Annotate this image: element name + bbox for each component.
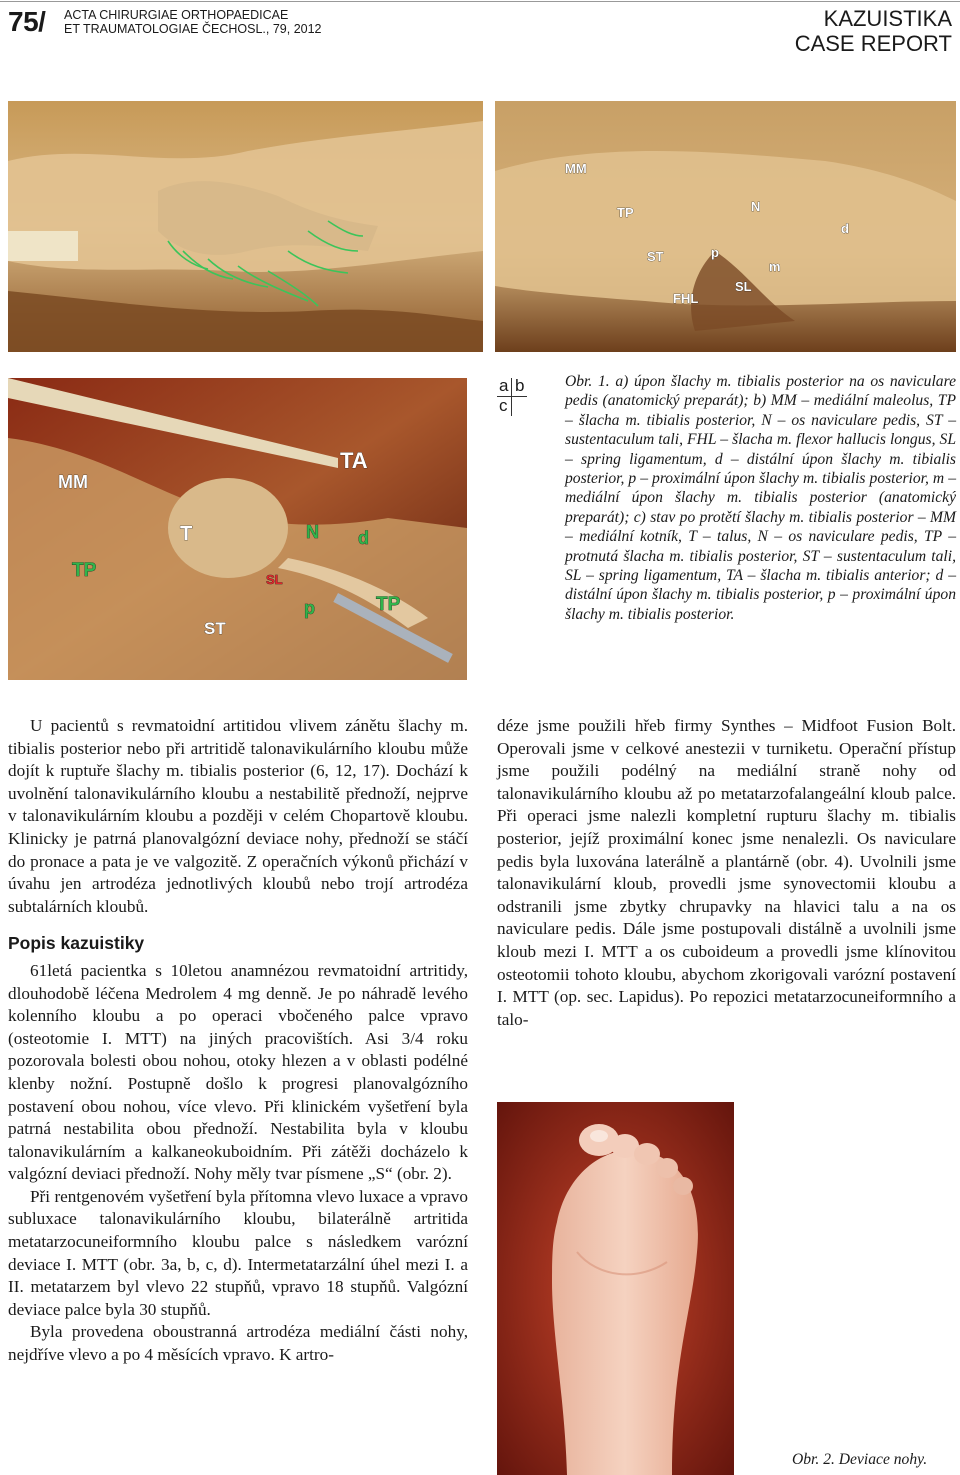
fig1b-label-m: m [769,259,781,274]
fig1b-label-n: N [751,199,761,214]
section-title-line-1: KAZUISTIKA [823,6,952,31]
fig1c-label-ta: TA [340,448,368,473]
journal-title-line-1: ACTA CHIRURGIAE ORTHOPAEDICAE [64,8,289,22]
paragraph: Byla provedena oboustranná artrodéza mediální části nohy, nejdříve vlevo a po 4 měsících vpravo. K artro- [8,1322,468,1365]
figure-1c-photo [8,378,467,680]
fig1b-label-sl: SL [735,279,752,294]
figure-1a-photo [8,101,483,352]
figure-2-caption: Obr. 2. Deviace nohy. [792,1451,928,1468]
fig1c-label-mm: MM [58,472,88,492]
fig1b-label-mm: MM [565,161,587,176]
body-column-right [497,715,956,1031]
fig1c-label-d: d [358,528,369,548]
top-rule [0,1,960,2]
fig1b-label-fhl: FHL [673,291,699,306]
paragraph: Při rentgenovém vyšetření byla přítomna vlevo luxace a vpravo subluxace talonavikulárního kloubu, bilaterálně artritida metatarzocuneiformního kloubu palce s následkem varózní deviace I. MTT (obr. 3a, b, c, d). Intermetatarzální úhel mezi I. a II. metatarzem byl vlevo 22 stupňů, vpravo 18 stupňů. Valgózní deviace palce byla 30 stupňů. [8,1186,468,1319]
page-number: 75/ [8,6,46,37]
panel-key-b: b [515,376,525,395]
fig1c-label-tp-left: TP [72,560,97,581]
paragraph: déze jsme použili hřeb firmy Synthes – Midfoot Fusion Bolt. Operovali jsme v celkové anestezii v turniketu. Operační přístup jsme použili podélný na mediální straně nohy od talonavikulárního kloubu až po metatarzofalangeální kloub palce. Při operaci jsme nalezli kompletní rupturu šlachy m. tibialis posterior, jejíž proximální konec jsme nenalezli. Os naviculare pedis byla luxována laterálně a plantárně (obr. 4). Uvolnili jsme talonavikulární kloub, provedli jsme synovectomii kloubu a odstranili jsme zbytky chrupavky na hlavici talu a na os naviculare pedis. Dále jsme postupovali distálně a uvolnili jsme kloub mezi I. MTT a os cuboideum a provedli jsme klínovitou osteotomii tohoto kloubu, abychom zkorigovali varózní postavení I. MTT (op. sec. Lapidus). Po repozici metatarzocuneiformního a talo- [497,716,956,1029]
fig1b-label-p: p [711,245,719,260]
fig1c-label-t: T [180,523,193,545]
figure-1b-photo [495,101,956,352]
panel-key-c: c [499,396,508,415]
fig1b-label-tp: TP [617,205,634,220]
fig1c-label-p: p [304,598,315,618]
section-title-line-2: CASE REPORT [794,31,952,56]
section-heading: Popis kazuistiky [8,933,145,954]
journal-title-line-2: ET TRAUMATOLOGIAE ČECHOSL., 79, 2012 [64,22,322,36]
journal-title [64,8,322,36]
fig1c-label-n: N [306,522,319,542]
figure-2-photo [497,1102,734,1475]
body-column-left [8,715,468,1367]
section-title [795,6,952,56]
paragraph: 61letá pacientka s 10letou anamnézou revmatoidní artritidy, dlouhodobě léčena Medrolem 4 mg denně. Je po náhradě levého kolenního kloubu a po operaci vbočeného palce vpravo (osteotomie I. MTT) na jiných pracovištích. Asi 3/4 roku pozorovala bolesti obou nohou, otoky hlezen a v oblasti podélné klenby nožní. Postupně došlo k progresi planovalgózního postavení obou nohou, více vlevo. Při klinickém vyšetření byla patrná nestabilita obou přednoží. Nestabilita byla v kloubu talonavikulárním a kalkaneokuboidním. Při zátěži docházelo k valgózní deviaci přednoží. Nohy měly tvar písmene „S“ (obr. 2). [8,960,468,1184]
fig1b-label-st: ST [647,249,664,264]
panel-key-divider-vertical [511,378,512,416]
fig1c-label-st: ST [204,619,226,638]
paragraph: U pacientů s revmatoidní artitidou vlivem zánětu šlachy m. tibialis posterior nebo při artritidě talonavikulárního kloubu může dojít k ruptuře šlachy m. tibialis posterior (6, 12, 17). Dochází k uvolnění talonavikulárního kloubu a nestabilitě přednoží, nejprve v talonavikulárním kloubu a později v celém Chopartově kloubu. Klinicky je patrná planovalgózní deviace nohy, přednoží se stáčí do pronace a pata je ve valgozitě. Z operačních výkonů přichází v úvahu jen artrodéza jednotlivých kloubů nebo trojí artrodéza subtalárních kloubů. [8,716,468,916]
figure-1-caption: Obr. 1. a) úpon šlachy m. tibialis posterior na os naviculare pedis (anatomický preparát); b) MM – mediální maleolus, TP – šlacha m. tibialis posterior, N – os naviculare pedis, ST – sustentaculum tali, FHL – šlacha m. flexor hallucis longus, SL – spring ligamentum, d – distální úpon šlachy m. tibialis posterior, p – proximální úpon šlachy m. tibialis posterior, m – mediální úpon šlachy m. tibialis posterior (anatomický preparát); c) stav po protětí šlachy m. tibialis posterior – MM – mediální kotník, T – talus, N – os naviculare pedis, TP – protnutá šlacha m. tibialis posterior, ST – sustentaculum tali, SL – spring ligamentum, TA – šlacha m. tibialis anterior; d – distální úpon šlachy m. tibialis posterior, p – proximální úpon šlachy m. tibialis posterior. [565,373,956,623]
fig1b-label-d: d [841,221,849,236]
fig1c-label-tp-right: TP [376,594,401,615]
fig1c-label-sl: SL [266,572,283,587]
panel-key-a: a [499,376,509,395]
